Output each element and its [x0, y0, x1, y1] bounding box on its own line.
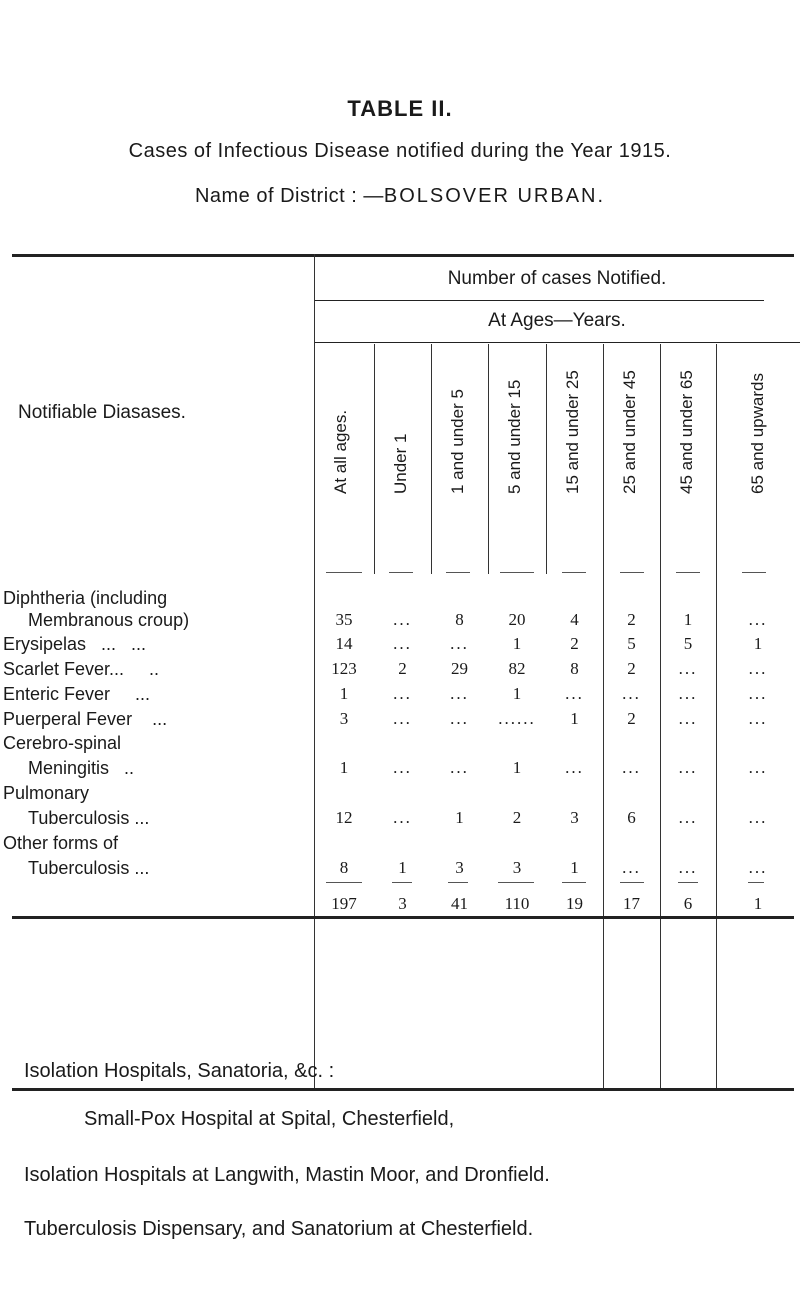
table-cell: ... — [450, 758, 469, 777]
table-cell: ... — [678, 758, 698, 777]
col-header-15-25: 15 and under 25 — [563, 370, 582, 494]
table-cell: 123 — [331, 659, 357, 678]
table-cell: 2 — [398, 659, 407, 678]
header-at-ages: At Ages—Years. — [488, 310, 626, 331]
total-cell: 19 — [566, 894, 583, 913]
disease-table — [0, 254, 800, 1290]
table-cell: 5 — [627, 634, 636, 653]
total-dash — [562, 882, 586, 883]
table-cell: 12 — [335, 808, 353, 827]
table-cell: ... — [678, 808, 698, 827]
col-divider — [488, 344, 489, 574]
table-cell: ... — [393, 808, 412, 827]
table-cell: 1 — [339, 758, 349, 777]
col-header-1-5: 1 and under 5 — [448, 389, 467, 494]
col-header-5-15: 5 and under 15 — [505, 379, 524, 494]
col-header-under-1: Under 1 — [391, 433, 410, 494]
district-label: Name of District : — — [194, 185, 384, 207]
table-cell: 3 — [339, 709, 349, 728]
table-cell: 2 — [627, 610, 636, 629]
table-cell: ... — [450, 684, 469, 703]
table-cell: ... — [678, 858, 698, 877]
table-cell: 20 — [508, 610, 526, 629]
header-dash — [742, 572, 766, 573]
table-cell: ... — [748, 808, 768, 827]
table-cell: ... — [393, 758, 412, 777]
table-cell: 8 — [339, 858, 349, 877]
col-header-25-45: 25 and under 45 — [620, 370, 639, 494]
total-cell: 197 — [331, 894, 357, 913]
notes-line-2: Isolation Hospitals at Langwith, Mastin Moor, and Dronfield. — [24, 1164, 550, 1186]
col-divider — [431, 344, 432, 574]
header-number-notified: Number of cases Notified. — [447, 268, 667, 289]
total-dash — [326, 882, 362, 883]
table-cell: ... — [748, 610, 768, 629]
table-cell: 14 — [335, 634, 353, 653]
col-header-65-up: 65 and upwards — [748, 373, 767, 494]
table-cell: ... — [748, 659, 768, 678]
row-label: Tuberculosis ... — [28, 808, 150, 828]
table-cell: 82 — [508, 659, 526, 678]
total-cell: 1 — [753, 894, 763, 913]
total-cell: 3 — [398, 894, 407, 913]
table-cell: 1 — [512, 634, 522, 653]
table-bottom-rule — [12, 1088, 794, 1091]
table-cell: 1 — [570, 858, 579, 877]
table-cell: 2 — [512, 808, 522, 827]
table-cell: ... — [622, 758, 641, 777]
col-header-all-ages: At all ages. — [331, 409, 350, 494]
table-cell: 1 — [570, 709, 579, 728]
header-dash — [620, 572, 644, 573]
row-label: Puerperal Fever ... — [3, 709, 168, 729]
table-cell: ... — [748, 684, 768, 703]
table-cell: ... — [748, 709, 768, 728]
row-label: Tuberculosis ... — [28, 858, 150, 878]
notes-heading: Isolation Hospitals, Sanatoria, &c. : — [24, 1060, 335, 1082]
total-cell: 6 — [683, 894, 693, 913]
district-line — [0, 185, 800, 208]
table-cell: 8 — [455, 610, 464, 629]
row-label: Cerebro-spinal — [3, 733, 122, 753]
table-subtitle: Cases of Infectious Disease notified during the Year 1915. — [128, 140, 672, 162]
table-cell: ... — [450, 634, 469, 653]
table-cell: 5 — [683, 634, 693, 653]
header-dash — [446, 572, 470, 573]
table-cell: 29 — [451, 659, 468, 678]
total-cell: 110 — [504, 894, 530, 913]
col-divider — [546, 344, 547, 574]
table-cell: 35 — [335, 610, 353, 629]
col-header-45-65: 45 and under 65 — [677, 370, 696, 494]
table-cell: ... — [565, 758, 584, 777]
notes-line-1: Small-Pox Hospital at Spital, Chesterfield, — [84, 1108, 455, 1130]
table-cell: ... — [622, 858, 641, 877]
table-cell: ... — [393, 610, 412, 629]
table-cell: ... — [678, 659, 698, 678]
header-notifiable-diseases: Notifiable Diasases. — [18, 402, 186, 423]
row-label: Other forms of — [3, 833, 119, 853]
table-cell: 1 — [753, 634, 763, 653]
total-cell: 17 — [623, 894, 640, 913]
table-cell: 8 — [570, 659, 579, 678]
table-cell: 3 — [570, 808, 579, 827]
total-dash — [498, 882, 534, 883]
row-label: Diphtheria (including — [3, 588, 168, 608]
table-cell: 1 — [512, 758, 522, 777]
table-cell: 1 — [683, 610, 693, 629]
header-dash — [676, 572, 700, 573]
col-divider — [374, 344, 375, 574]
row-label: Meningitis .. — [28, 758, 135, 778]
table-end-rule — [12, 916, 794, 919]
table-cell: ... — [748, 758, 768, 777]
row-label: Membranous croup) — [28, 610, 190, 630]
notes-line-3: Tuberculosis Dispensary, and Sanatorium at Chesterfield. — [24, 1218, 534, 1240]
table-title: TABLE II. — [347, 96, 453, 121]
total-dash — [620, 882, 644, 883]
header-dash — [500, 572, 534, 573]
row-label: Pulmonary — [3, 783, 90, 803]
row-label: Enteric Fever ... — [3, 684, 151, 704]
total-dash — [678, 882, 698, 883]
table-cell: ... — [622, 684, 641, 703]
table-cell: 1 — [339, 684, 349, 703]
table-cell: ... — [678, 709, 698, 728]
table-cell: 1 — [455, 808, 464, 827]
table-cell: ... — [748, 858, 768, 877]
table-cell: ... — [450, 709, 469, 728]
table-cell: 3 — [512, 858, 522, 877]
table-cell: 2 — [627, 659, 636, 678]
table-cell: ... — [565, 684, 584, 703]
header-dash — [389, 572, 413, 573]
table-cell: 3 — [455, 858, 464, 877]
table-cell: ... — [393, 634, 412, 653]
table-cell: 4 — [570, 610, 579, 629]
table-cell: ... — [393, 709, 412, 728]
table-cell: ... — [393, 684, 412, 703]
district-value: BOLSOVER URBAN. — [383, 185, 606, 207]
total-dash — [748, 882, 764, 883]
header-rule-1 — [314, 300, 764, 301]
total-dash — [448, 882, 468, 883]
total-dash — [392, 882, 412, 883]
table-top-rule — [12, 254, 794, 257]
table-cell: 2 — [627, 709, 636, 728]
total-cell: 41 — [451, 894, 468, 913]
header-rule-2 — [314, 342, 800, 343]
row-label: Scarlet Fever... .. — [3, 659, 160, 679]
header-dash — [562, 572, 586, 573]
table-cell: 2 — [570, 634, 579, 653]
table-cell: ... — [678, 684, 698, 703]
table-cell: 6 — [627, 808, 636, 827]
table-cell: 1 — [398, 858, 407, 877]
header-dash — [326, 572, 362, 573]
row-label: Erysipelas ... ... — [3, 634, 147, 654]
table-cell: 1 — [512, 684, 522, 703]
table-cell: ...... — [498, 709, 536, 728]
